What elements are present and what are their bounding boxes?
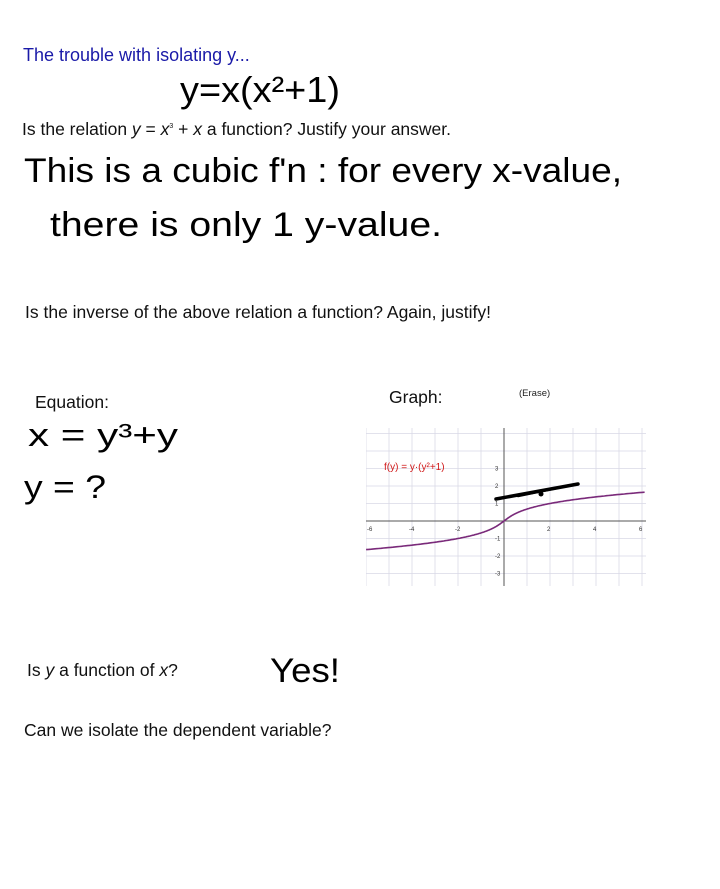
q1-x: x (160, 119, 170, 139)
handwritten-yes (268, 640, 348, 696)
q1-exponent: 3 (169, 123, 174, 131)
y-tick-label: -2 (495, 554, 501, 560)
question-isolate: Can we isolate the dependent variable? (24, 720, 332, 740)
graph-label: Graph: (389, 387, 443, 407)
graph-axes (366, 428, 646, 586)
handwritten-inverse-equation: x = y³+y (28, 417, 178, 453)
x-tick-label: -6 (367, 527, 373, 533)
handwritten-answer-line-2: there is only 1 y-value. (50, 206, 442, 244)
y-tick-label: -1 (495, 536, 501, 543)
q3-suffix: ? (168, 660, 178, 680)
function-label: f(y) = y·(y²+1) (384, 462, 445, 473)
question-relation (22, 119, 451, 140)
q1-equals: = (140, 119, 161, 139)
graph-grid (366, 428, 646, 586)
graph-ticks (367, 467, 643, 578)
q3-prefix: Is (27, 660, 46, 680)
function-graph (366, 428, 646, 586)
q1-y: y (131, 119, 141, 139)
q1-plus: + (173, 119, 194, 139)
handwritten-point (539, 492, 544, 497)
q3-middle: a function of (54, 660, 160, 680)
question-y-function-of-x (27, 660, 178, 681)
y-tick-label: 3 (495, 466, 499, 473)
page-title: The trouble with isolating y... (23, 45, 250, 65)
erase-button[interactable]: (Erase) (519, 388, 551, 399)
q1-prefix: Is the relation (22, 119, 132, 139)
q3-x: x (159, 660, 169, 680)
handwritten-y-equals-question: y = ? (24, 469, 106, 505)
equation-label: Equation: (35, 392, 109, 412)
y-tick-label: -3 (495, 571, 501, 578)
x-tick-label: 6 (639, 527, 643, 533)
handwritten-inverse-equations (22, 410, 192, 510)
x-tick-label: -4 (409, 527, 415, 533)
y-tick-label: 1 (495, 501, 499, 508)
x-tick-label: 4 (593, 527, 597, 533)
handwritten-yes-text: Yes! (270, 652, 340, 690)
x-tick-label: -2 (455, 527, 461, 533)
q3-y: y (45, 660, 55, 680)
handwritten-factored-text: y=x(x²+1) (180, 69, 340, 110)
q1-x2: x (193, 119, 202, 139)
x-tick-label: 2 (547, 527, 551, 533)
handwritten-answer (22, 140, 632, 250)
handwritten-factored-equation (178, 56, 348, 112)
q1-suffix: a function? Justify your answer. (201, 119, 452, 139)
handwritten-answer-line-1: This is a cubic f'n : for every x-value, (24, 152, 622, 190)
question-inverse: Is the inverse of the above relation a function? Again, justify! (25, 302, 491, 322)
y-tick-label: 2 (495, 484, 499, 490)
